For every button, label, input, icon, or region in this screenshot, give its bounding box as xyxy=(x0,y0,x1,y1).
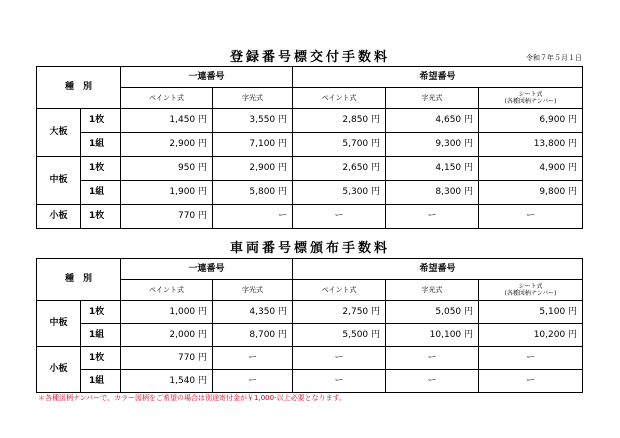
registration-fee-table xyxy=(36,66,583,229)
page-title-registration-fee: 登録番号標交付手数料 xyxy=(229,50,390,65)
fee-cell: 2,900 円 xyxy=(121,133,213,157)
fee-cell: 2,850 円 xyxy=(293,109,386,133)
fee-cell: 2,750 円 xyxy=(293,301,386,324)
header-paint: ペイント式 xyxy=(293,280,386,301)
header-glow: 字光式 xyxy=(386,280,479,301)
issue-date: 令和７年５月１日 xyxy=(526,54,582,62)
fee-cell: ー xyxy=(213,205,293,229)
fee-cell: ー xyxy=(479,205,583,229)
table-row xyxy=(37,109,583,133)
fee-cell: 7,100 円 xyxy=(213,133,293,157)
header-paint: ペイント式 xyxy=(121,280,213,301)
header-sheet xyxy=(479,88,583,109)
fee-cell: 5,700 円 xyxy=(293,133,386,157)
table-row xyxy=(37,370,583,393)
header-paint: ペイント式 xyxy=(121,88,213,109)
fee-cell: 4,650 円 xyxy=(386,109,479,133)
fee-cell: ー xyxy=(213,370,293,393)
header-glow: 字光式 xyxy=(213,280,293,301)
fee-cell: ー xyxy=(479,370,583,393)
fee-cell: ー xyxy=(479,347,583,370)
fee-cell: 2,000 円 xyxy=(121,324,213,347)
fee-cell: 8,300 円 xyxy=(386,181,479,205)
fee-cell: 770 円 xyxy=(121,205,213,229)
table-row xyxy=(37,205,583,229)
fee-cell: 5,500 円 xyxy=(293,324,386,347)
header-paint: ペイント式 xyxy=(293,88,386,109)
fee-cell: 9,800 円 xyxy=(479,181,583,205)
header-sheet-label: シート式 xyxy=(518,282,543,290)
fee-cell: ー xyxy=(213,347,293,370)
fee-cell: 950 円 xyxy=(121,157,213,181)
row-count: 1枚 xyxy=(81,301,121,324)
row-count: 1組 xyxy=(81,181,121,205)
header-sheet-sub: (各種図柄ナンバー) xyxy=(504,290,557,297)
fee-cell: 1,450 円 xyxy=(121,109,213,133)
fee-cell: 5,300 円 xyxy=(293,181,386,205)
fee-cell: 4,350 円 xyxy=(213,301,293,324)
table-row xyxy=(37,301,583,324)
fee-cell: 2,650 円 xyxy=(293,157,386,181)
fee-cell: 4,150 円 xyxy=(386,157,479,181)
fee-cell: 5,100 円 xyxy=(479,301,583,324)
fee-cell: 1,900 円 xyxy=(121,181,213,205)
row-count: 1組 xyxy=(81,133,121,157)
table-row xyxy=(37,157,583,181)
row-group-small-plate: 小板 xyxy=(37,347,81,393)
fee-cell: 5,800 円 xyxy=(213,181,293,205)
fee-cell: ー xyxy=(293,205,386,229)
fee-cell: 4,900 円 xyxy=(479,157,583,181)
fee-cell: ー xyxy=(386,370,479,393)
header-glow: 字光式 xyxy=(386,88,479,109)
row-group-medium-plate: 中板 xyxy=(37,157,81,205)
row-count: 1枚 xyxy=(81,347,121,370)
row-count: 1枚 xyxy=(81,205,121,229)
fee-cell: 9,300 円 xyxy=(386,133,479,157)
header-desired-number: 希望番号 xyxy=(293,67,583,88)
fee-cell: 770 円 xyxy=(121,347,213,370)
row-group-small-plate: 小板 xyxy=(37,205,81,229)
row-count: 1枚 xyxy=(81,157,121,181)
row-count: 1組 xyxy=(81,370,121,393)
header-sheet xyxy=(479,280,583,301)
header-type: 種 別 xyxy=(37,67,121,109)
fee-cell: 8,700 円 xyxy=(213,324,293,347)
row-group-medium-plate: 中板 xyxy=(37,301,81,347)
header-sheet-sub: (各種図柄ナンバー) xyxy=(504,98,557,105)
fee-cell: ー xyxy=(386,205,479,229)
table-row xyxy=(37,324,583,347)
fee-cell: ー xyxy=(293,347,386,370)
fee-cell: 13,800 円 xyxy=(479,133,583,157)
table-row xyxy=(37,347,583,370)
fee-cell: ー xyxy=(293,370,386,393)
fee-cell: 10,100 円 xyxy=(386,324,479,347)
table-row xyxy=(37,181,583,205)
row-group-large-plate: 大板 xyxy=(37,109,81,157)
row-count: 1組 xyxy=(81,324,121,347)
fee-cell: 1,540 円 xyxy=(121,370,213,393)
header-desired-number: 希望番号 xyxy=(293,259,583,280)
header-serial-number: 一連番号 xyxy=(121,259,293,280)
fee-cell: 10,200 円 xyxy=(479,324,583,347)
fee-cell: 6,900 円 xyxy=(479,109,583,133)
header-serial-number: 一連番号 xyxy=(121,67,293,88)
row-count: 1枚 xyxy=(81,109,121,133)
footnote: ＊各種図柄ナンバーで、カラー図柄をご希望の場合は別途寄付金が￥1,000-以上必要となります。 xyxy=(38,394,347,402)
distribution-fee-table xyxy=(36,258,583,393)
fee-cell: 1,000 円 xyxy=(121,301,213,324)
page-title-distribution-fee: 車両番号標頒布手数料 xyxy=(229,241,390,256)
header-glow: 字光式 xyxy=(213,88,293,109)
header-type: 種 別 xyxy=(37,259,121,301)
fee-cell: 2,900 円 xyxy=(213,157,293,181)
fee-cell: 3,550 円 xyxy=(213,109,293,133)
fee-cell: ー xyxy=(386,347,479,370)
header-sheet-label: シート式 xyxy=(518,90,543,98)
fee-cell: 5,050 円 xyxy=(386,301,479,324)
table-row xyxy=(37,133,583,157)
